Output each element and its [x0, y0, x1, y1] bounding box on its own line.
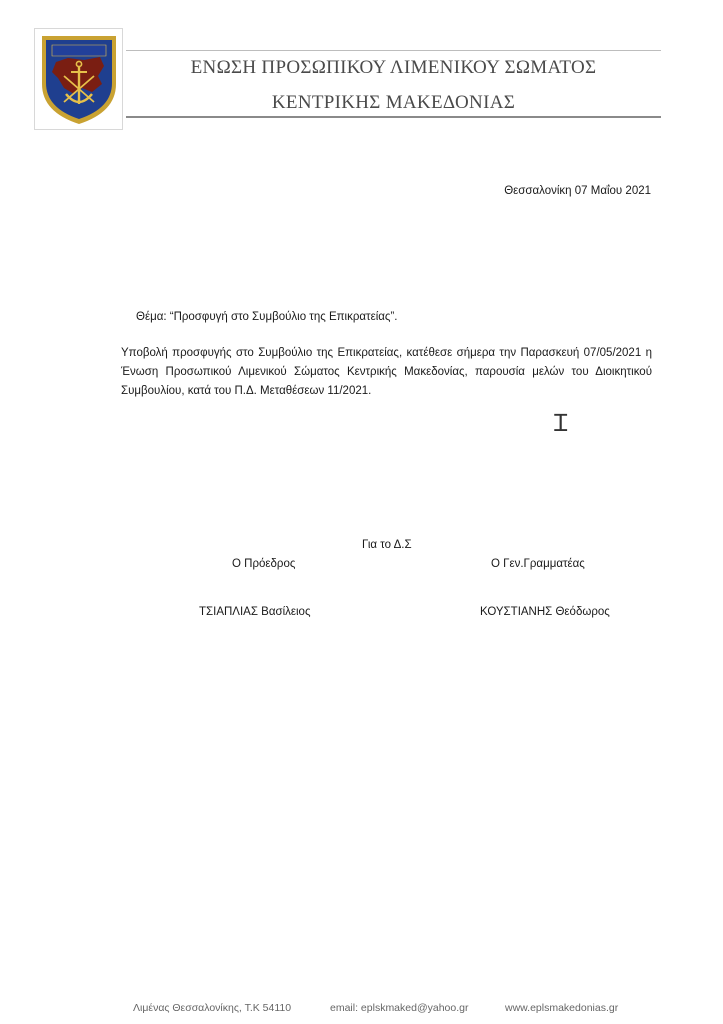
president-name: ΤΣΙΑΠΛΙΑΣ Βασίλειος	[199, 606, 311, 618]
for-board-label: Για το Δ.Σ	[362, 539, 412, 551]
union-emblem-icon	[38, 32, 120, 127]
text-cursor-icon: Ɪ	[554, 409, 568, 437]
footer-website: www.eplsmakedonias.gr	[505, 1002, 619, 1014]
letter-body: Υποβολή προσφυγής στο Συμβούλιο της Επικρατείας, κατέθεσε σήμερα την Παρασκευή 07/05/2021 η Ένωση Προσωπικού Λιμενικού Σώματος Κεντρικής Μακεδονίας, παρουσία μελών του Διοικητικού Συμβουλίου, κατά του Π.Δ. Μεταθέσεων 11/2021.	[121, 347, 652, 397]
header-rule-top	[126, 50, 661, 51]
footer-address: Λιμένας Θεσσαλονίκης, Τ.Κ 54110	[133, 1002, 292, 1014]
secretary-name: ΚΟΥΣΤΙΑΝΗΣ Θεόδωρος	[480, 606, 610, 618]
org-name-line2: ΚΕΝΤΡΙΚΗΣ ΜΑΚΕΔΟΝΙΑΣ	[271, 92, 516, 113]
letter-date: Θεσσαλονίκη 07 Μαΐου 2021	[504, 185, 651, 197]
letter-subject: Θέμα: “Προσφυγή στο Συμβούλιο της Επικρατείας”.	[136, 311, 398, 323]
president-role: Ο Πρόεδρος	[232, 558, 296, 570]
secretary-role: Ο Γεν.Γραμματέας	[491, 558, 585, 570]
footer-email: email: eplskmaked@yahoo.gr	[330, 1002, 469, 1014]
header-rule-bottom	[126, 116, 661, 118]
union-logo	[34, 28, 123, 130]
org-name-line1: ΕΝΩΣΗ ΠΡΟΣΩΠΙΚΟΥ ΛΙΜΕΝΙΚΟΥ ΣΩΜΑΤΟΣ	[190, 57, 597, 78]
